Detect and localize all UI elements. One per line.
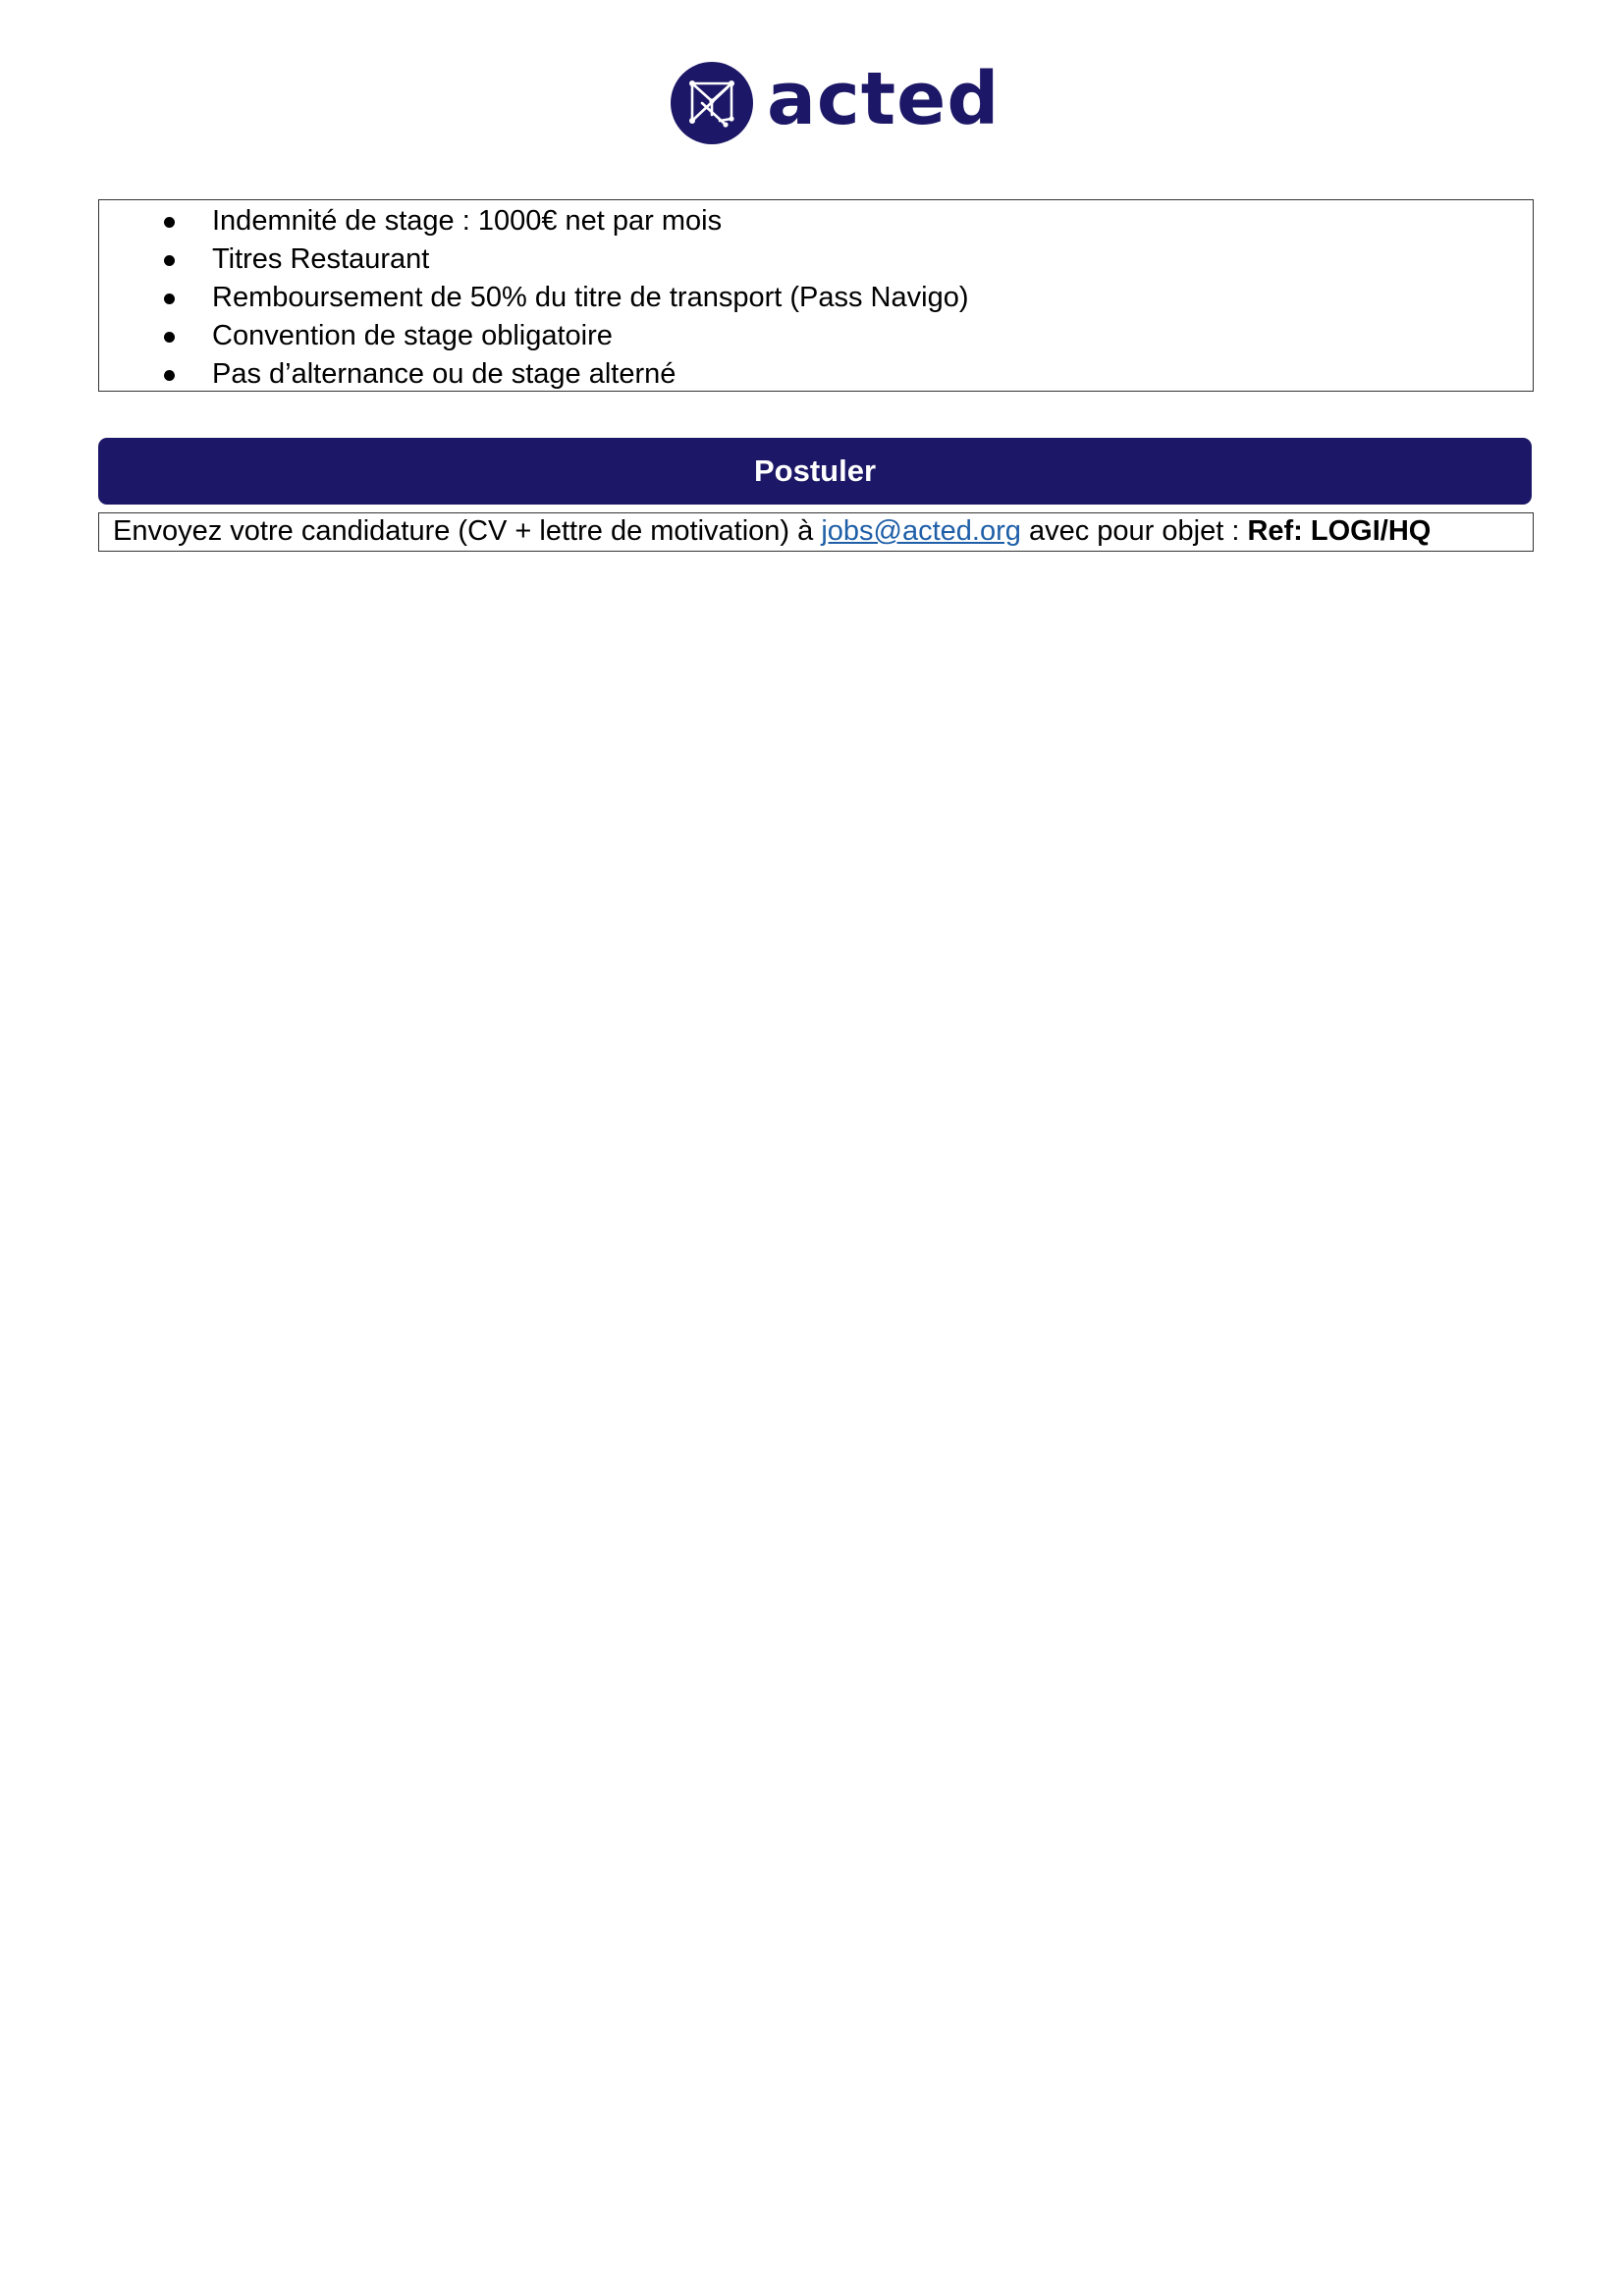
list-item [99, 317, 1533, 355]
bullet-icon [164, 255, 175, 266]
benefit-text: Remboursement de 50% du titre de transport (Pass Navigo) [212, 282, 969, 313]
apply-text-after: avec pour objet : [1020, 515, 1248, 547]
list-item [99, 240, 1533, 279]
bullet-icon [164, 217, 175, 228]
apply-instructions [98, 512, 1534, 552]
apply-title: Postuler [753, 454, 877, 488]
benefits-box [98, 199, 1534, 392]
apply-section-header [98, 438, 1532, 505]
list-item [99, 279, 1533, 317]
apply-text-before: Envoyez votre candidature (CV + lettre de motivation) à [113, 515, 822, 547]
benefit-text: Convention de stage obligatoire [212, 320, 613, 351]
bullet-icon [164, 332, 175, 343]
logo-text: acted [767, 57, 1001, 141]
reference-code: Ref: LOGI/HQ [1247, 515, 1432, 547]
list-item [99, 355, 1533, 394]
list-item [99, 202, 1533, 240]
benefit-text: Pas d’alternance ou de stage alterné [212, 358, 677, 390]
bullet-icon [164, 294, 175, 304]
email-link[interactable]: jobs@acted.org [821, 515, 1021, 547]
bullet-icon [164, 370, 175, 381]
benefit-text: Titres Restaurant [212, 243, 430, 275]
benefits-list [99, 202, 1533, 394]
acted-logo [671, 57, 1001, 145]
benefit-text: Indemnité de stage : 1000€ net par mois [212, 205, 723, 237]
acted-logo-icon [671, 62, 753, 144]
